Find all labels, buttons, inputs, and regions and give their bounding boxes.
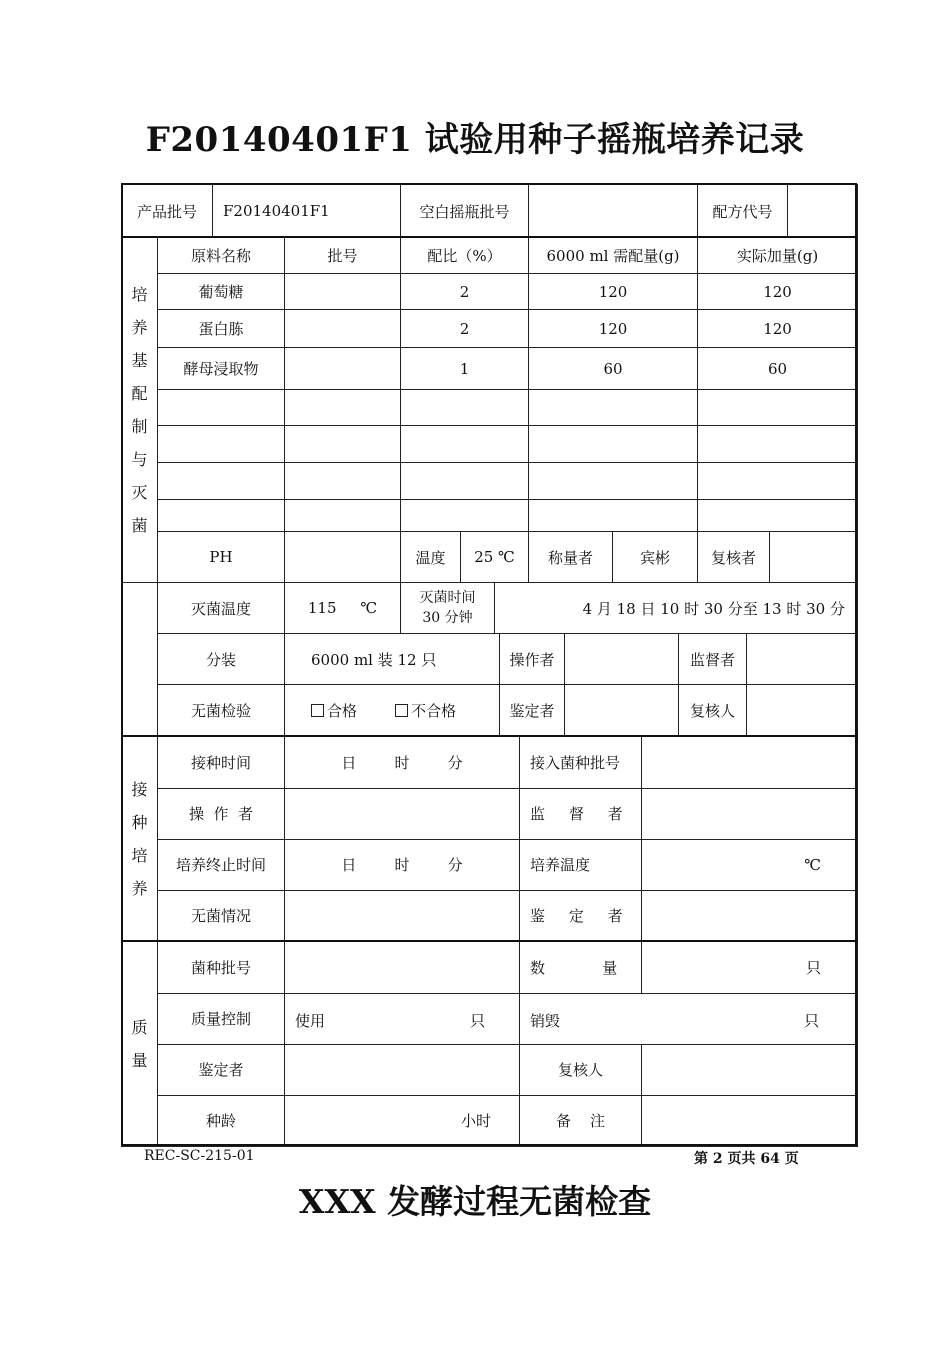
quality-assessor-value[interactable]: [285, 1044, 520, 1095]
ph-value[interactable]: [285, 532, 401, 583]
material-actual[interactable]: 120: [698, 310, 858, 348]
remarks-value[interactable]: [642, 1095, 858, 1146]
qc-label: 质量控制: [158, 993, 285, 1044]
seed-age-value[interactable]: 小时: [285, 1095, 520, 1146]
table-row: [122, 500, 858, 532]
quality-section-label: 质 量: [122, 941, 158, 1146]
table-row: [122, 390, 858, 426]
temp-value[interactable]: 25 ℃: [461, 532, 529, 583]
medium-table: [121, 237, 858, 583]
footer-code: REC-SC-215-01: [144, 1148, 255, 1164]
pass-label: 合格: [327, 701, 358, 720]
steril-time-cell[interactable]: [401, 583, 495, 634]
quantity-value[interactable]: 只: [642, 941, 858, 993]
use-cell[interactable]: [285, 993, 520, 1044]
pass-checkbox[interactable]: [311, 704, 324, 717]
reviewer-label: 复核者: [698, 532, 770, 583]
table-row: [122, 310, 858, 348]
material-ratio[interactable]: [401, 500, 529, 532]
material-required[interactable]: [529, 426, 698, 463]
operator-label: 操作者: [500, 634, 565, 685]
destroy-unit: 只: [803, 1011, 819, 1030]
material-required[interactable]: 60: [529, 348, 698, 390]
col-header-ratio: 配比（%）: [401, 238, 529, 274]
material-ratio[interactable]: [401, 390, 529, 426]
inoc-assessor-value[interactable]: [642, 890, 858, 941]
col-header-actual: 实际加量(g): [698, 238, 858, 274]
destroy-label: 销毁: [530, 1011, 561, 1030]
table-row: [122, 426, 858, 463]
dispense-label: 分装: [158, 634, 285, 685]
assessor-value[interactable]: [565, 685, 679, 736]
material-ratio[interactable]: 1: [401, 348, 529, 390]
inoc-operator-value[interactable]: [285, 788, 520, 839]
use-unit: 只: [469, 1011, 485, 1030]
col-header-batch: 批号: [285, 238, 401, 274]
destroy-cell[interactable]: [520, 993, 858, 1044]
material-actual[interactable]: [698, 463, 858, 500]
blank-flask-value[interactable]: [529, 185, 698, 238]
steril-time-label: 灭菌时间: [419, 590, 476, 606]
table-row: [122, 348, 858, 390]
sterility-test-options: [285, 685, 500, 736]
material-batch[interactable]: [285, 500, 401, 532]
material-batch[interactable]: [285, 390, 401, 426]
sterility-status-label: 无菌情况: [158, 890, 285, 941]
material-name[interactable]: 蛋白胨: [158, 310, 285, 348]
blank-flask-label: 空白摇瓶批号: [401, 185, 529, 238]
reviewer-value[interactable]: [770, 532, 858, 583]
quality-rechecker-value[interactable]: [642, 1044, 858, 1095]
quality-table: [121, 940, 858, 1147]
material-name[interactable]: [158, 426, 285, 463]
strain-batch-value[interactable]: [285, 941, 520, 993]
weigher-label: 称量者: [529, 532, 613, 583]
material-required[interactable]: [529, 463, 698, 500]
inoc-assessor-label: 鉴 定 者: [520, 890, 642, 941]
seed-age-label: 种龄: [158, 1095, 285, 1146]
product-batch-value[interactable]: F20140401F1: [213, 185, 401, 238]
culture-temp-value[interactable]: ℃: [642, 839, 858, 890]
inoc-batch-value[interactable]: [642, 736, 858, 788]
inoc-batch-label: 接入菌种批号: [520, 736, 642, 788]
next-section-title: XXX 发酵过程无菌检查: [298, 1182, 652, 1221]
inoculation-section-label: 接 种 培 养: [122, 736, 158, 941]
fail-label: 不合格: [411, 701, 457, 720]
steril-temp-label: 灭菌温度: [158, 583, 285, 634]
material-actual[interactable]: [698, 390, 858, 426]
material-name[interactable]: 酵母浸取物: [158, 348, 285, 390]
material-batch[interactable]: [285, 310, 401, 348]
sterility-status-value[interactable]: [285, 890, 520, 941]
product-batch-label: 产品批号: [122, 185, 213, 238]
rechecker-value[interactable]: [747, 685, 858, 736]
col-header-material: 原料名称: [158, 238, 285, 274]
use-label: 使用: [295, 1011, 326, 1030]
footer-page-number: 第 2 页共 64 页: [694, 1151, 799, 1167]
material-ratio[interactable]: 2: [401, 310, 529, 348]
strain-batch-label: 菌种批号: [158, 941, 285, 993]
material-name[interactable]: [158, 500, 285, 532]
material-actual[interactable]: 60: [698, 348, 858, 390]
document-title: F20140401F1 试验用种子摇瓶培养记录: [145, 120, 805, 160]
quality-assessor-label: 鉴定者: [158, 1044, 285, 1095]
ph-row: [122, 532, 858, 583]
ph-label: PH: [158, 532, 285, 583]
remarks-label: 备 注: [520, 1095, 642, 1146]
col-header-required: 6000 ml 需配量(g): [529, 238, 698, 274]
material-ratio[interactable]: 2: [401, 274, 529, 310]
formula-label: 配方代号: [698, 185, 788, 238]
material-ratio[interactable]: [401, 426, 529, 463]
material-name[interactable]: [158, 390, 285, 426]
material-batch[interactable]: [285, 463, 401, 500]
supervisor-label: 监督者: [679, 634, 747, 685]
steril-time-value: 30 分钟: [422, 610, 473, 626]
sterility-test-label: 无菌检验: [158, 685, 285, 736]
table-row: [122, 274, 858, 310]
inoc-time-label: 接种时间: [158, 736, 285, 788]
weigher-value[interactable]: 宾彬: [613, 532, 698, 583]
fail-checkbox[interactable]: [395, 704, 408, 717]
inoc-time-value[interactable]: 日 时 分: [285, 736, 520, 788]
material-actual[interactable]: [698, 426, 858, 463]
header-table: [121, 184, 858, 238]
sterilization-table: [157, 582, 858, 634]
material-actual[interactable]: 120: [698, 274, 858, 310]
dispense-value[interactable]: 6000 ml 装 12 只: [285, 634, 500, 685]
temp-label: 温度: [401, 532, 461, 583]
table-row: [122, 463, 858, 500]
material-name[interactable]: 葡萄糖: [158, 274, 285, 310]
end-time-value[interactable]: 日 时 分: [285, 839, 520, 890]
material-required[interactable]: [529, 500, 698, 532]
material-required[interactable]: [529, 390, 698, 426]
end-time-label: 培养终止时间: [158, 839, 285, 890]
inoculation-table: [121, 735, 858, 942]
quantity-label: 数 量: [520, 941, 642, 993]
inoc-supervisor-label: 监 督 者: [520, 788, 642, 839]
material-batch[interactable]: [285, 274, 401, 310]
material-actual[interactable]: [698, 500, 858, 532]
medium-section-label: 培 养 基 配 制 与 灭 菌: [122, 238, 158, 583]
steril-temp-value[interactable]: 115 ℃: [285, 583, 401, 634]
formula-value[interactable]: [788, 185, 858, 238]
operator-value[interactable]: [565, 634, 679, 685]
supervisor-value[interactable]: [747, 634, 858, 685]
material-batch[interactable]: [285, 348, 401, 390]
header-divider: [121, 236, 857, 238]
culture-temp-label: 培养温度: [520, 839, 642, 890]
material-required[interactable]: 120: [529, 310, 698, 348]
material-required[interactable]: 120: [529, 274, 698, 310]
material-ratio[interactable]: [401, 463, 529, 500]
inoc-operator-label: 操 作 者: [158, 788, 285, 839]
material-batch[interactable]: [285, 426, 401, 463]
steril-period[interactable]: 4 月 18 日 10 时 30 分至 13 时 30 分: [495, 583, 858, 634]
dispense-table: [157, 633, 858, 736]
assessor-label: 鉴定者: [500, 685, 565, 736]
inoc-supervisor-value[interactable]: [642, 788, 858, 839]
material-name[interactable]: [158, 463, 285, 500]
quality-rechecker-label: 复核人: [520, 1044, 642, 1095]
rechecker-label: 复核人: [679, 685, 747, 736]
